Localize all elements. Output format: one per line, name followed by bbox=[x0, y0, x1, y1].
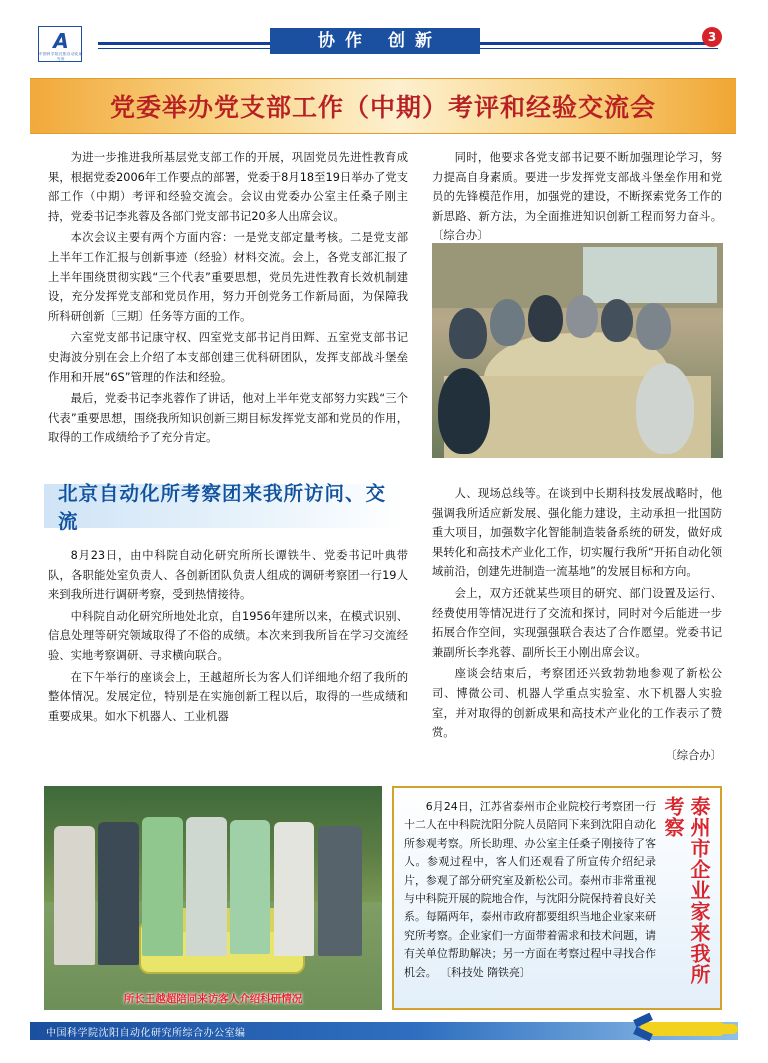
article2-title: 北京自动化所考察团来我所访问、交流 bbox=[58, 482, 387, 533]
paragraph: 为进一步推进我所基层党支部工作的开展，巩固党员先进性教育成果，根据党委2006年工作要点的部署，党委于8月18至19日举办了党支部工作（中期）考评和经验交流会。会议由党委办公室主任桑子刚主持，党委书记李兆蓉及各部门党支部书记20多人出席会议。 bbox=[48, 151, 408, 223]
paragraph: 在下午举行的座谈会上，王越超所长为客人们详细地介绍了我所的整体情况。发展定位，特别是在实施创新工程以后，取得的一些成绩和重要成果。如水下机器人、工业机器 bbox=[48, 670, 408, 723]
photo-window bbox=[583, 247, 717, 303]
meeting-photo bbox=[432, 243, 723, 458]
lab-visit-photo bbox=[44, 786, 382, 1010]
photo-person bbox=[601, 299, 633, 342]
paragraph: 中科院自动化研究所地处北京，自1956年建所以来，在模式识别、信息处理等研究领域取得了不俗的成绩。本次来到我所旨在学习交流经验、实地考察调研、寻求横向联合。 bbox=[48, 609, 408, 662]
photo-person bbox=[490, 299, 525, 346]
photo-person bbox=[566, 295, 598, 338]
submarine-icon bbox=[628, 1008, 740, 1050]
photo-person bbox=[449, 308, 487, 360]
paragraph: 座谈会结束后，考察团还兴致勃勃地参观了新松公司、博微公司、机器人学重点实验室、水下机器人实验室，并对取得的创新成果和高技术产业化的工作表示了赞赏。 bbox=[432, 667, 722, 740]
article3-text bbox=[404, 798, 656, 984]
paragraph: 会上，双方还就某些项目的研究、部门设置及运行、经费使用等情况进行了交流和探讨，同时对今后能进一步拓展合作空间，实现强强联合表达了合作愿望。党委书记兼副所长李兆蓉、副所长王小刚出席会议。 bbox=[432, 586, 722, 659]
article2-right-column bbox=[432, 484, 722, 763]
photo-person bbox=[98, 822, 139, 965]
photo-person bbox=[54, 826, 95, 965]
article2-left-column bbox=[48, 546, 408, 728]
paragraph: 最后，党委书记李兆蓉作了讲话，他对上半年党支部努力实践“三个代表”重要思想，围绕我所知识创新三期目标发挥党支部和党员的作用，取得的工作成绩给予了充分肯定。 bbox=[48, 392, 408, 445]
photo-person bbox=[186, 817, 227, 956]
page-header bbox=[30, 22, 738, 64]
paragraph: 同时，他要求各党支部书记要不断加强理论学习，努力提高自身素质。要进一步发挥党支部战斗堡垒作用和党员的先锋模范作用，加强党的建设，不断探索党务工作的新思路、新方法，为全面推进知识创新工程而努力奋斗。 〔综合办〕 bbox=[432, 151, 722, 243]
photo-caption: 所长王越超陪同来访客人介绍科研情况 bbox=[123, 993, 303, 1005]
header-banner: 协作 创新 bbox=[270, 28, 480, 54]
footer-text: 中国科学院沈阳自动化研究所综合办公室编 bbox=[46, 1028, 246, 1039]
photo-scene bbox=[44, 786, 382, 1010]
institute-logo bbox=[38, 26, 82, 62]
photo-person bbox=[142, 817, 183, 956]
paragraph: 6月24日，江苏省泰州市企业院校行考察团一行十二人在中科院沈阳分院人员陪同下来到沈阳自动化所参观考察。所长助理、办公室主任桑子刚接待了客人。参观过程中，客人们还观看了所宣传介绍纪录片，参观了部分研究室及新松公司。泰州市非常重视与中科院开展的院地合作，与沈阳分院保持着良好关系。每隔两年，泰州市政府都要组织当地企业家来研究所考察。企业家们一方面带着需求和技术问题，请有关单位帮助解决；另一方面在考察过程中寻找合作机会。 〔科技处 隋铁亮〕 bbox=[404, 800, 656, 979]
article1-title: 党委举办党支部工作（中期）考评和经验交流会 bbox=[109, 93, 656, 122]
paragraph: 六室党支部书记康守权、四室党支部书记肖田辉、五室党支部书记史海波分别在会上介绍了本支部创建三优科研团队，发挥支部战斗堡垒作用和开展“6S”管理的作法和经验。 bbox=[48, 331, 408, 384]
article1-left-column bbox=[48, 148, 408, 450]
article3-box bbox=[392, 786, 722, 1010]
article2-signature: 〔综合办〕 bbox=[665, 748, 722, 762]
photo-person bbox=[636, 303, 671, 350]
page-number-badge: 3 bbox=[702, 27, 722, 47]
logo-subtitle: 中国科学院沈阳自动化研究所 bbox=[39, 52, 83, 61]
article2-title-bar bbox=[44, 482, 404, 533]
paragraph: 本次会议主要有两个方面内容：一是党支部定量考核。二是党支部上半年工作汇报与创新事迹（经验）材料交流。会上，各党支部汇报了上半年围绕贯彻实践“三个代表”重要思想，党员先进性教育长效机制建设，充分发挥党支部和党员作用，努力开创党务工作新局面，为保障我所科研创新〔三期〕任务等方面的工作。 bbox=[48, 231, 408, 323]
paragraph: 8月23日，由中科院自动化研究所所长谭铁牛、党委书记叶典带队，各职能处室负责人、各创新团队负责人组成的调研考察团一行19人来到我所进行调研考察，受到热情接待。 bbox=[48, 549, 408, 602]
photo-person bbox=[318, 826, 362, 956]
photo-scene bbox=[432, 243, 723, 458]
photo-person bbox=[636, 363, 694, 453]
photo-person bbox=[528, 295, 563, 342]
photo-person bbox=[230, 820, 271, 954]
photo-person bbox=[274, 822, 315, 956]
paragraph: 人、现场总线等。在谈到中长期科技发展战略时，他强调我所适应新发展、强化能力建设，主动承担一批国防重大项目，加强数字化智能制造装备系统的研发，做好成果转化和高技术产业化工作，切实履行我所“开拓自动化领域前沿，创建先进制造一流基地”的发展目标和方向。 bbox=[432, 487, 722, 579]
article1-title-bar bbox=[30, 78, 736, 134]
article3-vertical-title: 泰州市企业家来我所考察 bbox=[661, 796, 711, 985]
photo-person bbox=[438, 368, 490, 454]
article1-right-column bbox=[432, 148, 722, 248]
submarine-nose bbox=[724, 1024, 738, 1034]
logo-mark: A bbox=[53, 29, 69, 53]
